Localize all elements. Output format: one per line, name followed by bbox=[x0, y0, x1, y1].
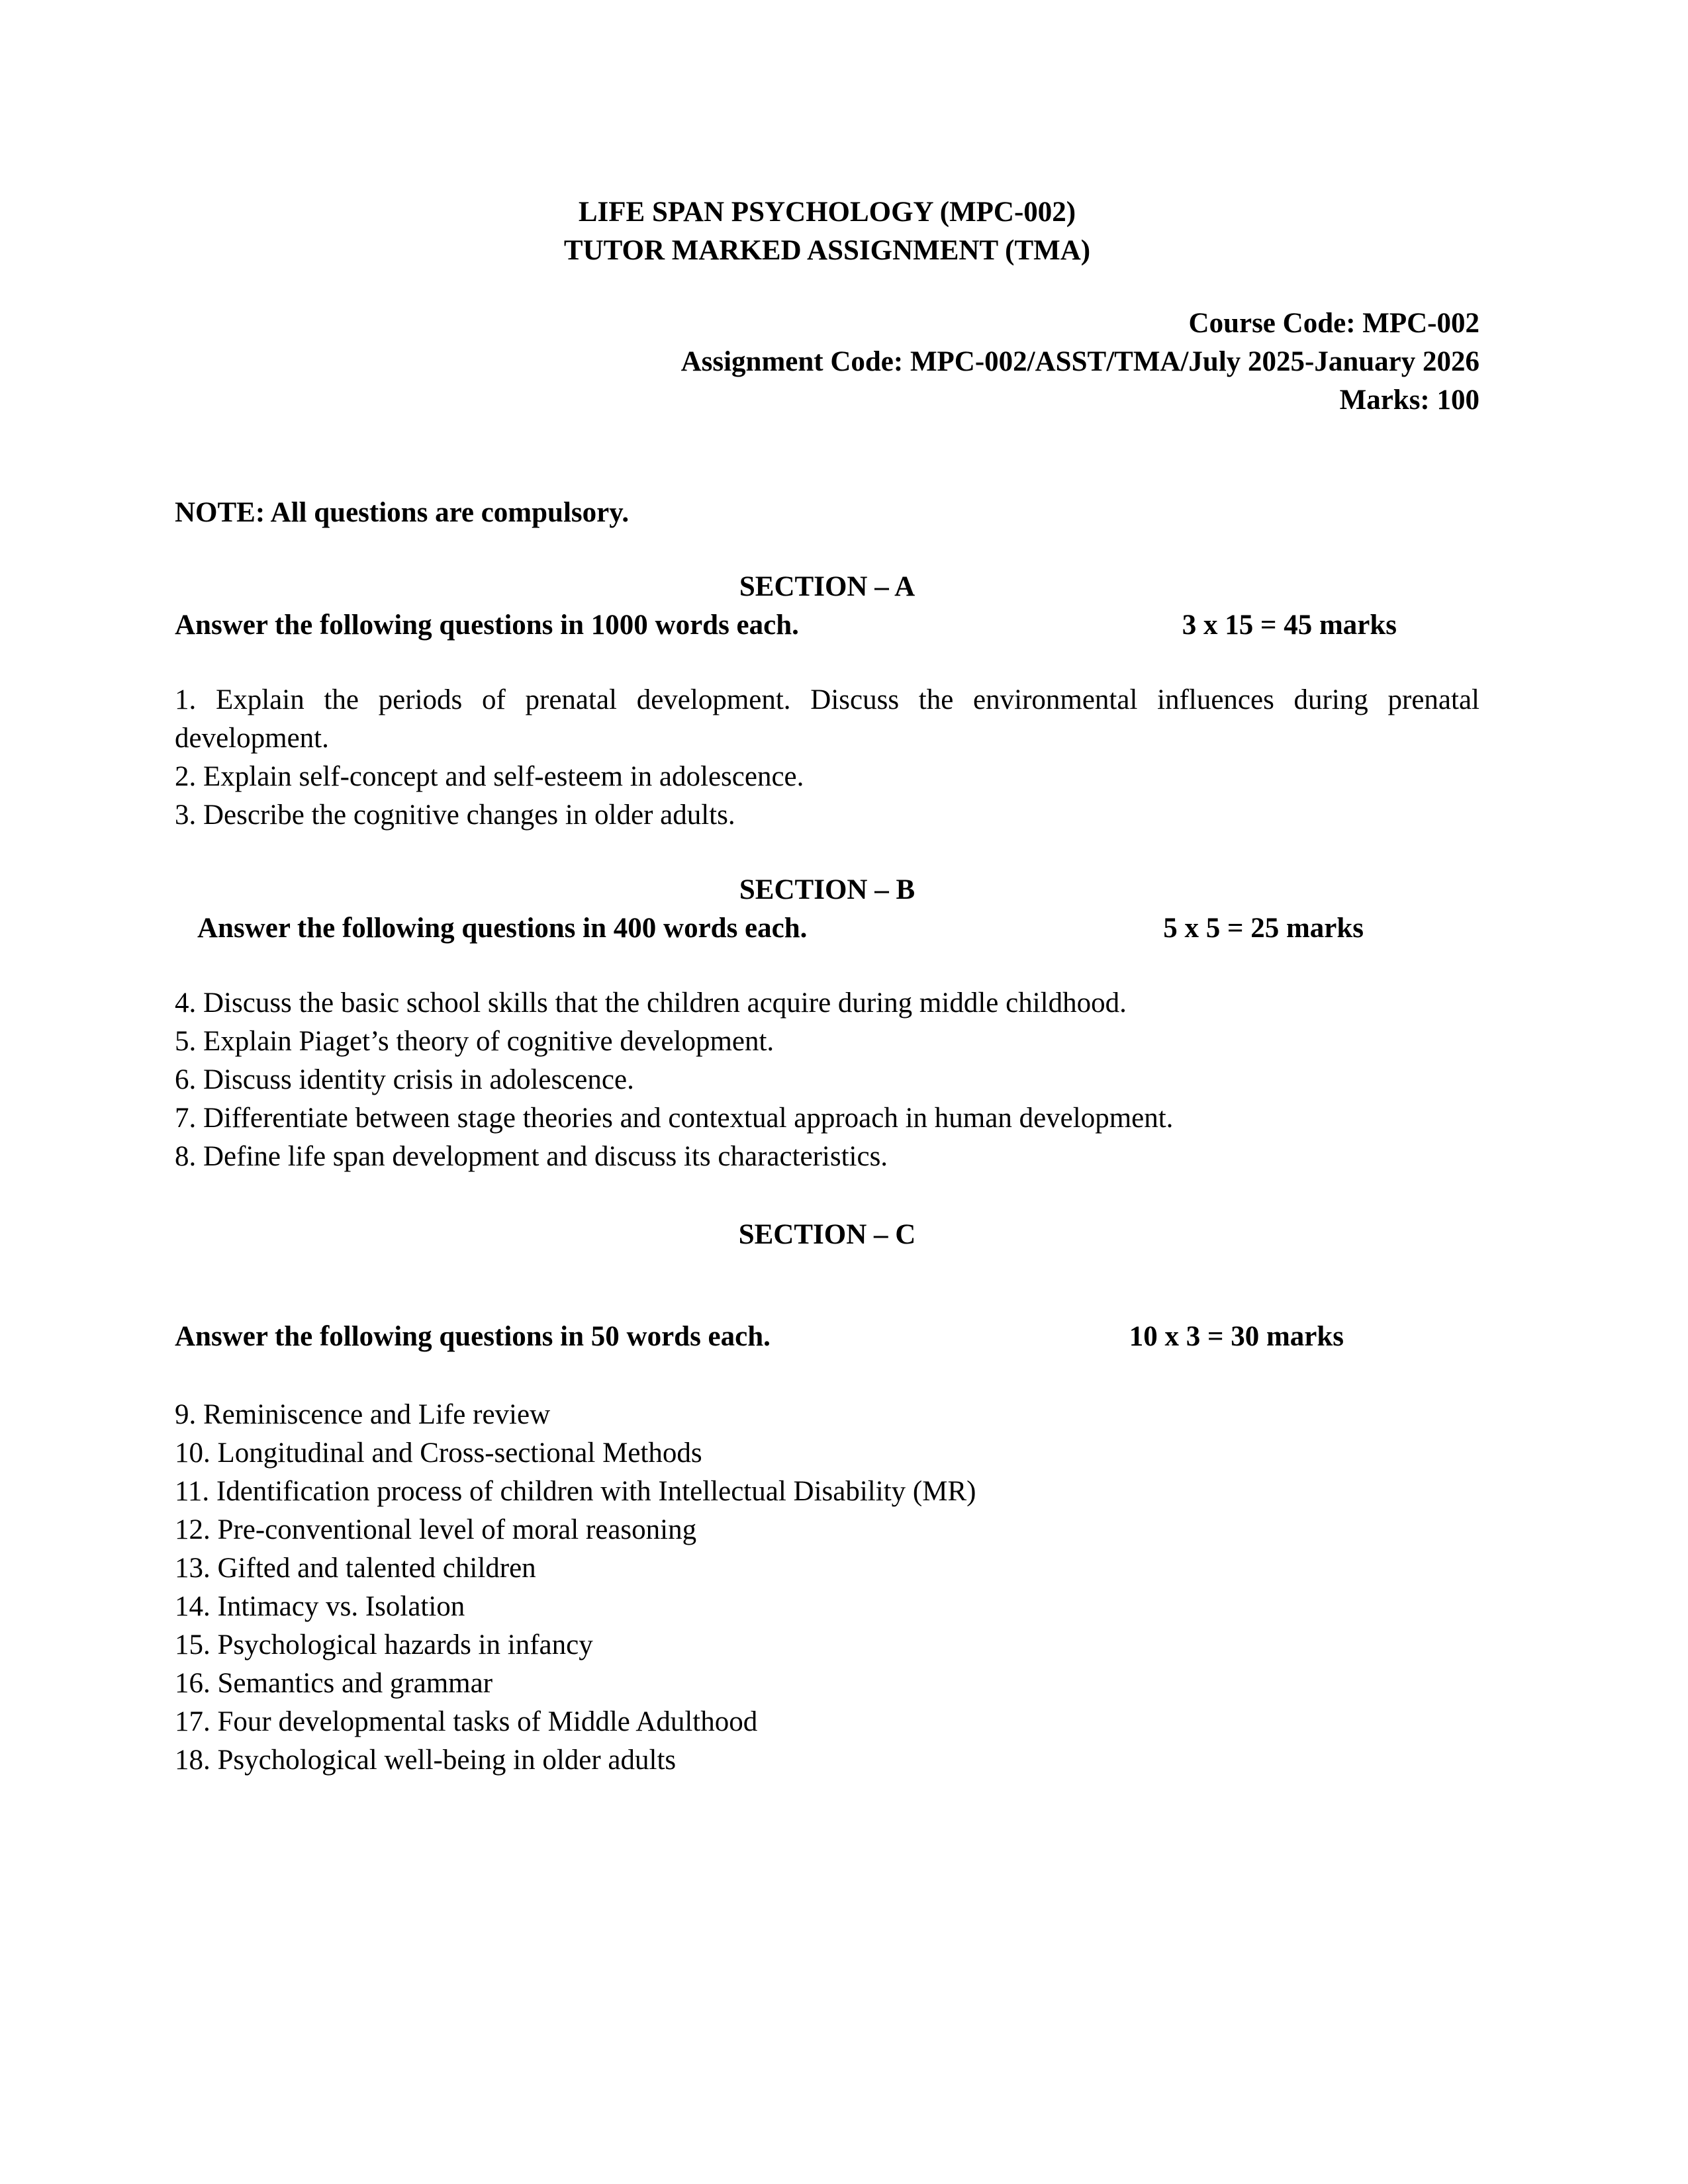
document-title-block bbox=[175, 193, 1479, 270]
question-item: 7. Differentiate between stage theories and contextual approach in human development. bbox=[175, 1103, 1174, 1134]
question-item: 4. Discuss the basic school skills that the children acquire during middle childhood. bbox=[175, 987, 1127, 1019]
question-item: 12. Pre-conventional level of moral reasoning bbox=[175, 1514, 697, 1545]
question-item: 13. Gifted and talented children bbox=[175, 1553, 536, 1584]
question-item: 17. Four developmental tasks of Middle Adulthood bbox=[175, 1706, 758, 1737]
total-marks: Marks: 100 bbox=[1339, 385, 1479, 416]
assignment-codes-block bbox=[175, 304, 1479, 420]
document-title: LIFE SPAN PSYCHOLOGY (MPC-002) bbox=[578, 197, 1076, 228]
section-a-questions bbox=[175, 681, 1479, 835]
question-item: 11. Identification process of children with Intellectual Disability (MR) bbox=[175, 1476, 976, 1507]
question-item: 8. Define life span development and discuss its characteristics. bbox=[175, 1141, 888, 1172]
section-b-instruction-row bbox=[175, 909, 1479, 948]
section-b-marks: 5 x 5 = 25 marks bbox=[1163, 913, 1364, 944]
question-item: 14. Intimacy vs. Isolation bbox=[175, 1591, 465, 1622]
section-c-instruction-row bbox=[175, 1318, 1479, 1356]
question-item: 18. Psychological well-being in older adults bbox=[175, 1745, 677, 1776]
section-b-questions bbox=[175, 984, 1479, 1176]
section-c-instruction: Answer the following questions in 50 words each. bbox=[175, 1321, 771, 1352]
assignment-code: Assignment Code: MPC-002/ASST/TMA/July 2025-January 2026 bbox=[680, 346, 1479, 377]
section-b-instruction: Answer the following questions in 400 words each. bbox=[197, 913, 808, 944]
document-subtitle: TUTOR MARKED ASSIGNMENT (TMA) bbox=[563, 235, 1091, 266]
question-item: 3. Describe the cognitive changes in older adults. bbox=[175, 799, 735, 831]
question-item: 1. Explain the periods of prenatal development. Discuss the environmental influences during prenatal development. bbox=[175, 684, 1479, 754]
question-item: 15. Psychological hazards in infancy bbox=[175, 1629, 593, 1661]
course-code: Course Code: MPC-002 bbox=[1188, 308, 1479, 339]
section-a-marks: 3 x 15 = 45 marks bbox=[1182, 610, 1397, 641]
question-item: 6. Discuss identity crisis in adolescence. bbox=[175, 1064, 634, 1095]
note-line: NOTE: All questions are compulsory. bbox=[175, 497, 630, 528]
question-item: 10. Longitudinal and Cross-sectional Methods bbox=[175, 1437, 702, 1469]
section-a-instruction-row bbox=[175, 606, 1479, 645]
question-item: 5. Explain Piaget’s theory of cognitive development. bbox=[175, 1026, 774, 1057]
section-c-questions bbox=[175, 1396, 1479, 1780]
question-item: 2. Explain self-concept and self-esteem in adolescence. bbox=[175, 761, 804, 792]
section-b-heading: SECTION – B bbox=[739, 874, 915, 905]
section-a-instruction: Answer the following questions in 1000 words each. bbox=[175, 610, 799, 641]
question-item: 9. Reminiscence and Life review bbox=[175, 1399, 551, 1430]
section-a-heading: SECTION – A bbox=[739, 571, 915, 602]
question-item: 16. Semantics and grammar bbox=[175, 1668, 493, 1699]
section-c-marks: 10 x 3 = 30 marks bbox=[1129, 1321, 1344, 1352]
section-c-heading: SECTION – C bbox=[738, 1219, 916, 1250]
